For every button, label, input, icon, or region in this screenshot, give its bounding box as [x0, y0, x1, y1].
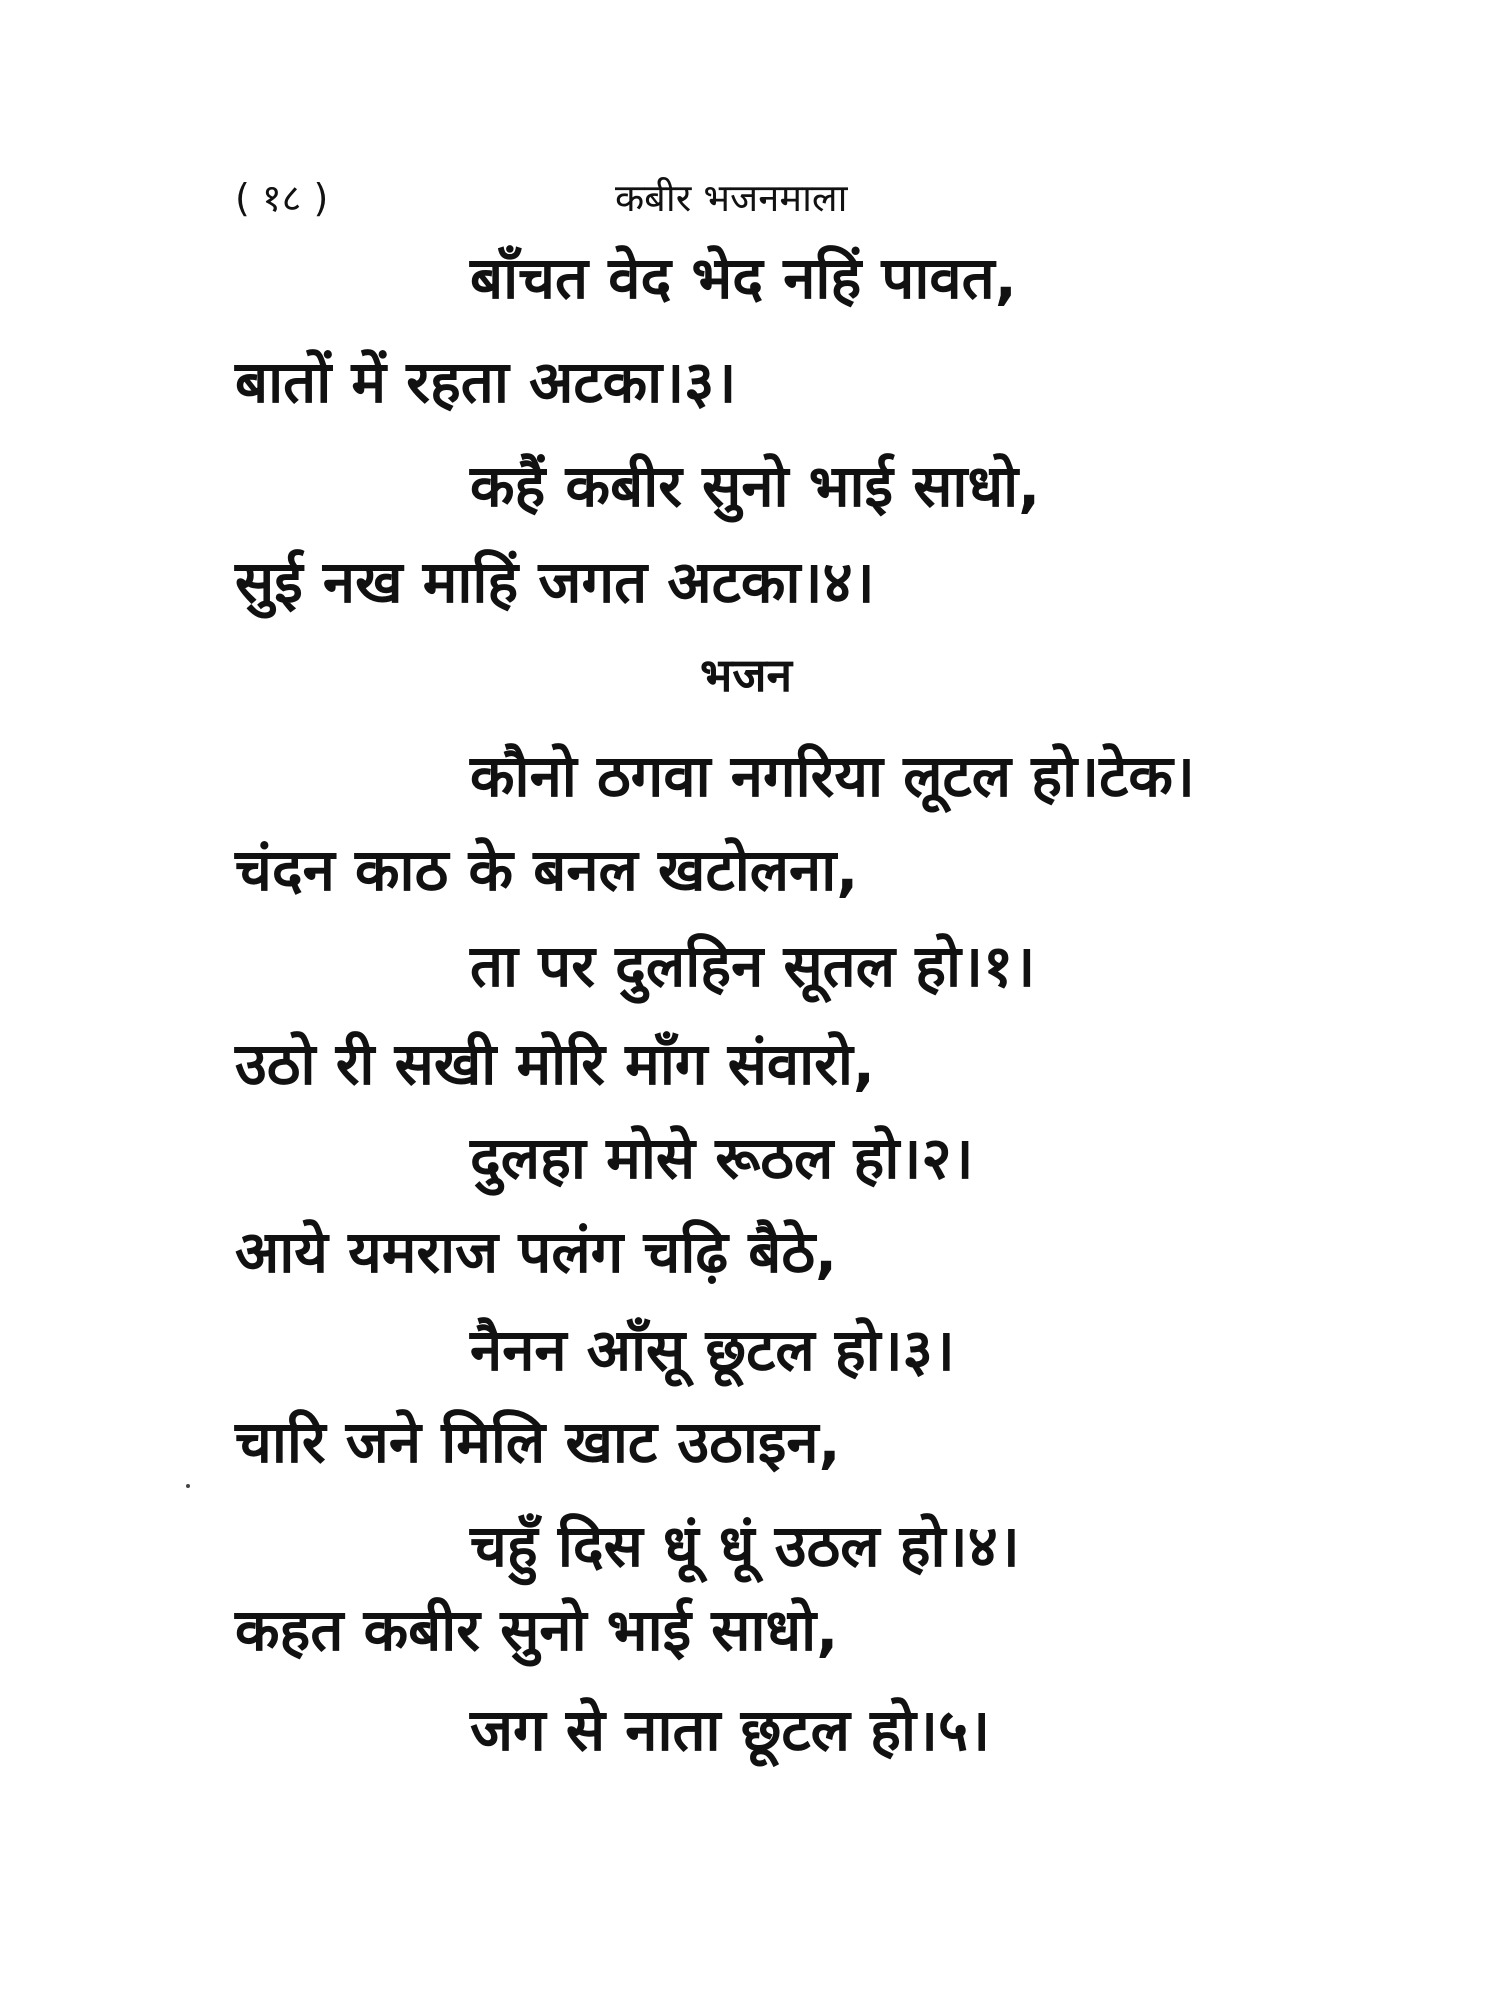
- section-heading: भजन: [700, 648, 792, 702]
- bhajan-line: आये यमराज पलंग चढ़ि बैठे,: [235, 1218, 838, 1286]
- bhajan-line: कौनो ठगवा नगरिया लूटल हो।टेक।: [470, 742, 1195, 810]
- bhajan-line: चारि जने मिलि खाट उठाइन,: [235, 1408, 841, 1476]
- page-number: ( १८ ): [235, 176, 329, 220]
- book-title: कबीर भजनमाला: [615, 176, 848, 220]
- page-header: [235, 168, 1035, 228]
- bhajan-line: कहत कबीर सुनो भाई साधो,: [235, 1596, 839, 1664]
- ink-speck: [186, 1484, 190, 1488]
- bhajan-line: दुलहा मोसे रूठल हो।२।: [470, 1124, 974, 1192]
- bhajan-line: ता पर दुलहिन सूतल हो।१।: [470, 932, 1036, 1000]
- verse-line: कहैं कबीर सुनो भाई साधो,: [470, 452, 1041, 520]
- verse-line: बाँचत वेद भेद नहिं पावत,: [470, 244, 1017, 312]
- bhajan-line: चंदन काठ के बनल खटोलना,: [235, 836, 859, 904]
- verse-line: बातों में रहता अटका।३।: [235, 348, 737, 416]
- verse-line: सुई नख माहिं जगत अटका।४।: [235, 548, 875, 616]
- bhajan-line: चहुँ दिस धूं धूं उठल हो।४।: [470, 1512, 1020, 1580]
- bhajan-line: नैनन आँसू छूटल हो।३।: [470, 1316, 955, 1384]
- bhajan-line: जग से नाता छूटल हो।५।: [470, 1696, 991, 1764]
- bhajan-line: उठो री सखी मोरि माँग संवारो,: [235, 1030, 875, 1098]
